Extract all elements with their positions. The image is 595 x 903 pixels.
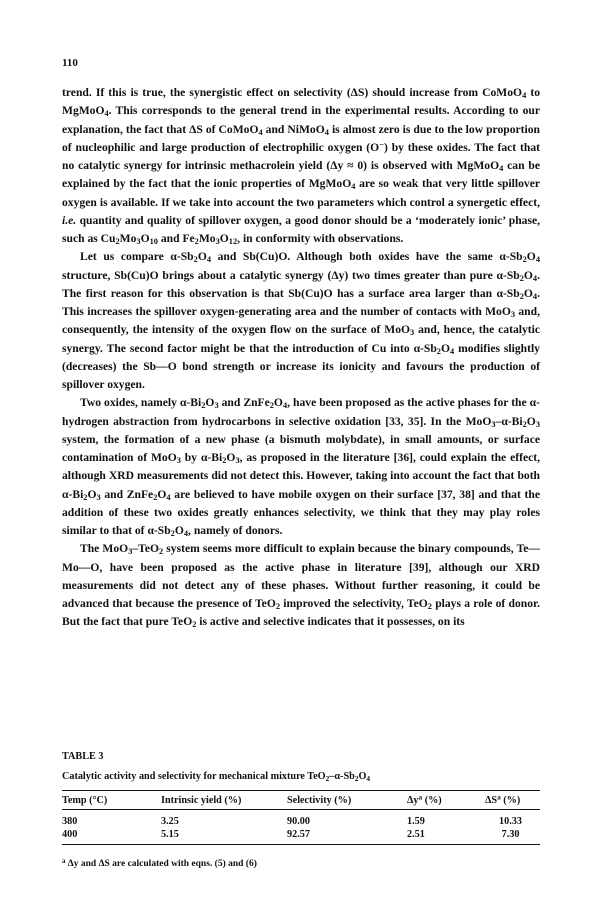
table-row (62, 810, 540, 828)
table-caption: Catalytic activity and selectivity for mechanical mixture $TeO_2-\alpha-Sb_2O_4$ (62, 771, 371, 783)
data-table (62, 790, 540, 845)
table-header-row (62, 791, 540, 810)
table-cell: 2.51 (407, 829, 425, 840)
page-number: 110 (62, 57, 78, 69)
table-cell: 380 (62, 816, 78, 827)
table-cell: 92.57 (287, 829, 310, 840)
paragraph: Let us compare $\alpha-Sb_2O_4$ and Sb(Cu)O. Although both oxides have the same $\alpha-Sb_2O_4$ structure, Sb(Cu)O brings about a catalytic synergy (Δy) two times greater than pure $\alpha-Sb_2O_4$. The first reason for this observation is that Sb(Cu)O has a surface area larger than $\alpha-Sb_2O_4$. This increases the spillover oxygen-generating area and the number of contacts with MoO$_3$ and, consequently, the intensity of the oxygen flow on the surface of MoO$_3$ and, hence, the catalytic synergy. The second factor might be that the introduction of Cu into $\alpha-Sb_2O_4$ modifies slightly (decreases) the Sb—O bond strength or increase its ionicity and favours the production of spillover oxygen. (62, 250, 541, 391)
table-row (62, 827, 540, 845)
column-header: Intrinsic yield (%) (161, 795, 242, 806)
paragraph: Two oxides, namely $\alpha-Bi_2O_3$ and $ZnFe_2O_4$, have been proposed as the active phases for the α-hydrogen abstraction from hydrocarbons in selective oxidation [33, 35]. In the $MoO_3-\alpha-Bi_2O_3$ system, the formation of a new phase (a bismuth molybdate), in small amounts, or surface contamination of MoO$_3$ by $\alpha-Bi_2O_3$, as proposed in the literature [36], could explain the effect, although XRD measurements did not detect this. However, taking into account the fact that both $\alpha-Bi_2O_3$ and $ZnFe_2O_4$ are believed to have mobile oxygen on their surface [37, 38] and that the addition of these two oxides greatly enhances selectivity, we think that they may play roles similar to that of $\alpha-Sb_2O_4$, namely of donors. (62, 396, 540, 539)
table-cell: 7.30 (501, 829, 520, 840)
paragraph: The MoO$_3$–TeO$_2$ system seems more difficult to explain because the binary compounds, Te—Mo—O, have been proposed as the active phase in literature [39], although our XRD measurements did not detect any of these phases. Without further reasoning, it could be advanced that because the presence of TeO$_2$ improved the selectivity, TeO$_2$ plays a role of donor. But the fact that pure TeO$_2$ is active and selective indicates that it possesses, on its (62, 542, 541, 630)
table-cell: 5.15 (161, 829, 179, 840)
table-cell: 90.00 (287, 816, 310, 827)
table-label: TABLE 3 (62, 751, 104, 762)
table-footnote: $^a$ Δy and ΔS are calculated with eqns. (5) and (6) (62, 857, 257, 869)
body-text (62, 84, 540, 632)
table-cell: 400 (62, 829, 78, 840)
paragraph: trend. If this is true, the synergistic effect on selectivity (ΔS) should increase from CoMoO$_4$ to MgMoO$_4$. This corresponds to the general trend in the experimental results. According to our explanation, the fact that ΔS of CoMoO$_4$ and NiMoO$_4$ is almost zero is due to the low proportion of nucleophilic and large production of electrophilic oxygen (O−) by these oxides. The fact that no catalytic synergy for intrinsic methacrolein yield (Δy ≈ 0) is observed with MgMoO$_4$ can be explained by the fact that the ionic properties of MgMoO$_4$ are so weak that very little spillover oxygen is available. If we take into account the two parameters which control a synergetic effect, i.e. quantity and quality of spillover oxygen, a good donor should be a ‘moderately ionic’ phase, such as $Cu_2Mo_3O_{10}$ and $Fe_2Mo_3O_{12}$, in conformity with observations. (62, 86, 541, 247)
table-cell: 1.59 (407, 816, 425, 827)
column-header: $\Delta y^a$ (%) (407, 792, 442, 806)
column-header: Selectivity (%) (287, 795, 352, 806)
column-header: $\Delta S^a$ (%) (485, 792, 521, 806)
table-cell: 3.25 (161, 816, 179, 827)
table-cell: 10.33 (499, 816, 522, 827)
column-header: Temp (°C) (62, 795, 108, 806)
